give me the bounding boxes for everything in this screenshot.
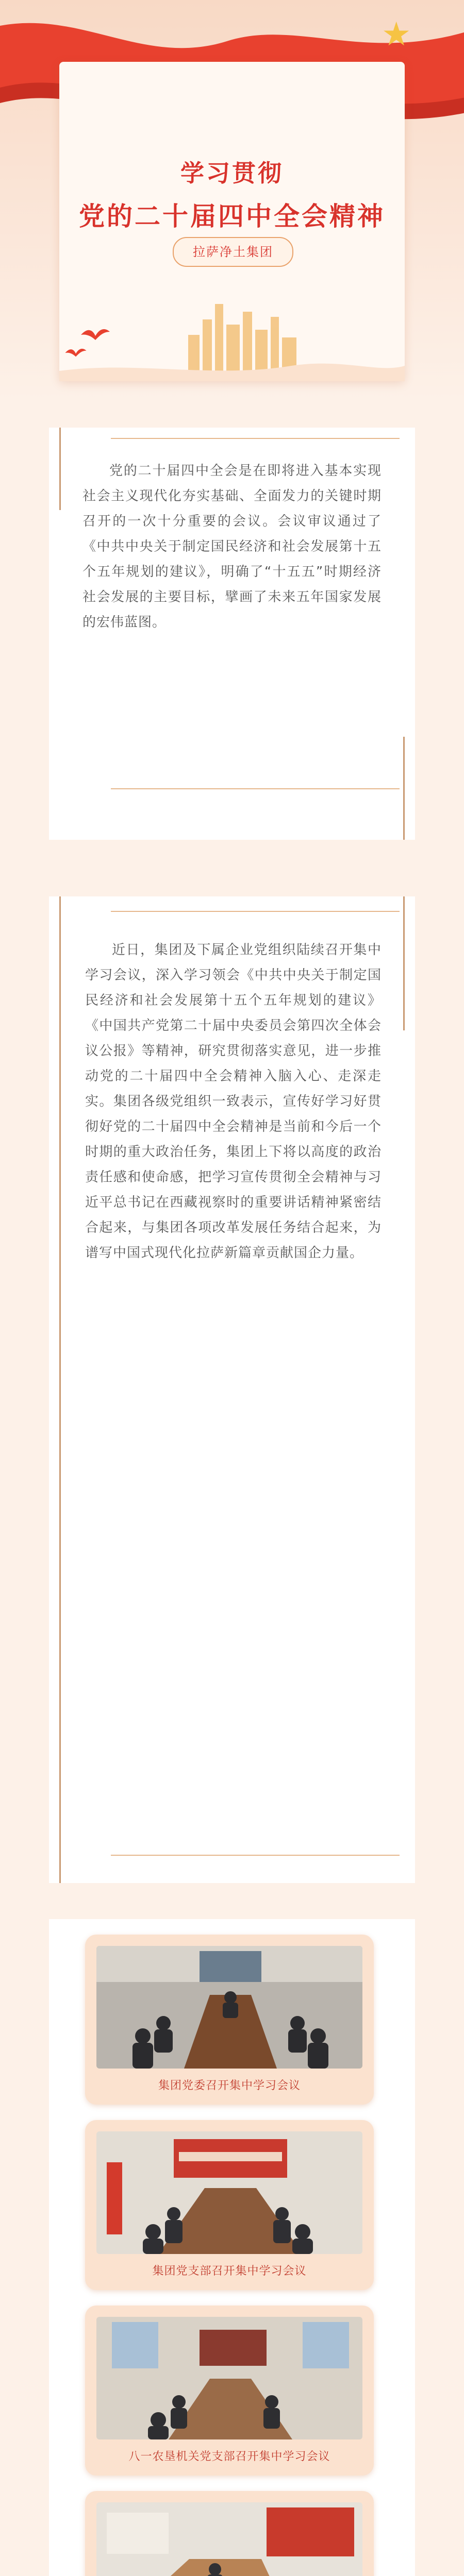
star-icon: ★ <box>382 15 411 54</box>
body-section <box>49 896 415 1883</box>
photo-gallery <box>49 1919 415 2576</box>
photo-caption: 集团党支部召开集中学习会议 <box>152 2265 307 2278</box>
frame-line <box>403 896 405 1030</box>
bird-icon <box>80 325 111 345</box>
photo-card <box>85 2491 374 2576</box>
frame-line <box>59 428 61 510</box>
intro-paragraph: 党的二十届四中全会是在即将进入基本实现社会主义现代化夯实基础、全面发力的关键时期召开的一次十分重要的会议。会议审议通过了《中共中央关于制定国民经济和社会发展第十五个五年规划的建议》，明确了“十五五”时期经济社会发展的主要目标，擘画了未来五年国家发展的宏伟蓝图。 <box>82 463 382 630</box>
photo-caption: 八一农垦机关党支部召开集中学习会议 <box>128 2450 330 2463</box>
meeting-photo <box>96 2317 362 2439</box>
intro-section <box>49 428 415 840</box>
page-title-line2: 党的二十届四中全会精神 <box>79 201 385 231</box>
photo-card <box>85 2306 374 2476</box>
company-badge: 拉萨净土集团 <box>173 237 293 267</box>
photo-caption: 集团党委召开集中学习会议 <box>158 2079 301 2092</box>
frame-line <box>59 896 61 1883</box>
meeting-photo <box>96 2502 362 2576</box>
city-skyline-icon <box>59 289 405 381</box>
meeting-photo <box>96 2131 362 2254</box>
frame-line <box>403 737 405 840</box>
photo-card <box>85 1935 374 2105</box>
meeting-photo <box>96 1946 362 2069</box>
body-paragraph: 近日，集团及下属企业党组织陆续召开集中学习会议，深入学习领会《中共中央关于制定国民经济和社会发展第十五个五年规划的建议》《中国共产党第二十届中央委员会第四次全体会议公报》等精神，研究贯彻落实意见，进一步推动党的二十届四中全会精神入脑入心、走深走实。集团各级党组织一致表示，宣传好学习好贯彻好党的二十届四中全会精神是当前和今后一个时期的重大政治任务，集团上下将以高度的政治责任感和使命感，把学习宣传贯彻全会精神与习近平总书记在西藏视察时的重要讲话精神紧密结合起来，与集团各项改革发展任务结合起来，为谱写中国式现代化拉萨新篇章贡献国企力量。 <box>85 942 382 1261</box>
bird-icon <box>64 345 87 361</box>
header-banner <box>0 0 464 402</box>
page-title-line1: 学习贯彻 <box>180 159 284 187</box>
photo-card <box>85 2120 374 2290</box>
